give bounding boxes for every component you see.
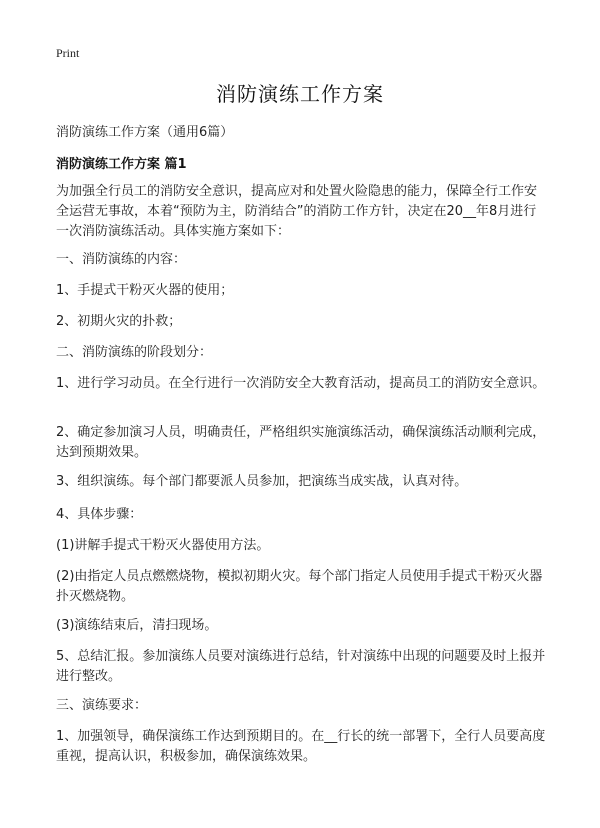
list-item: 1、进行学习动员。在全行进行一次消防安全大教育活动，提高员工的消防安全意识。	[56, 376, 546, 391]
list-item: (2)由指定人员点燃燃烧物，模拟初期火灾。每个部门指定人员使用手提式干粉灭火器扑灭燃烧物。	[56, 569, 543, 604]
list-item: 5、总结汇报。参加演练人员要对演练进行总结，针对演练中出现的问题要及时上报并进行整改。	[56, 649, 546, 684]
heading-content: 一、消防演练的内容：	[56, 252, 187, 267]
list-item: (1)讲解手提式干粉灭火器使用方法。	[56, 538, 270, 553]
heading-requirements: 三、演练要求：	[56, 698, 148, 713]
list-item: 1、手提式干粉灭火器的使用；	[56, 283, 234, 298]
list-item: 3、组织演练。每个部门都要派人员参加，把演练当成实战，认真对待。	[56, 474, 468, 489]
list-item: 2、初期火灾的扑救；	[56, 314, 182, 329]
list-item: 1、加强领导，确保演练工作达到预期目的。在__行长的统一部署下，全行人员要高度重视，提高认识，积极参加，确保演练效果。	[56, 729, 546, 764]
document-title: 消防演练工作方案	[216, 82, 384, 106]
heading-steps: 4、具体步骤：	[56, 507, 143, 522]
heading-stages: 二、消防演练的阶段划分：	[56, 345, 213, 360]
document-subtitle: 消防演练工作方案（通用6篇）	[56, 125, 234, 140]
section-heading: 消防演练工作方案 篇1	[56, 157, 187, 172]
intro-paragraph: 为加强全行员工的消防安全意识，提高应对和处置火险隐患的能力，保障全行工作安全运营无事故，本着“预防为主，防消结合”的消防工作方针，决定在20__年8月进行一次消防演练活动。具体实施方案如下：	[56, 184, 538, 239]
list-item: 2、确定参加演习人员，明确责任，严格组织实施演练活动，确保演练活动顺利完成，达到预期效果。	[56, 425, 546, 460]
print-label[interactable]: Print	[56, 46, 80, 60]
list-item: (3)演练结束后，清扫现场。	[56, 618, 218, 633]
